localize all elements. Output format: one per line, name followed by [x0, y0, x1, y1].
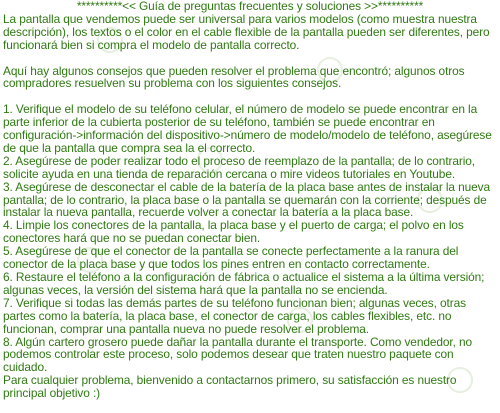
faq-title: **********<< Guía de preguntas frecuentes y soluciones >>********** [76, 0, 424, 13]
step-4: 4. Limpie los conectores de la pantalla, la placa base y el puerto de carga; el polvo en los conectores hará que no se puedan conectar bien. [3, 218, 464, 246]
step-5: 5. Asegúrese de que el conector de la pantalla se conecte perfectamente a la ranura del conector de la placa base y que todos los pines entren en contacto correctamente. [3, 244, 459, 272]
step-6: 6. Restaure el teléfono a la configuración de fábrica o actualice el sistema a la última versión; algunas veces, la versión del sistema hará que la pantalla no se encienda. [3, 270, 485, 297]
intro-paragraph: La pantalla que vendemos puede ser universal para varios modelos (como muestra nuestra descripción), los textos o el color en el cable flexible de la pantalla pueden ser diferentes, pero funcionará bien si compra el modelo de pantalla correcto. [3, 11, 490, 52]
advice-paragraph: Aquí hay algunos consejos que pueden resolver el problema que encontró; algunos otros compradores resuelven su problema con los siguientes consejos. [3, 63, 465, 91]
step-8: 8. Algún cartero grosero puede dañar la pantalla durante el transporte. Como vendedor, no podemos controlar este proceso, solo podemos desear que traten nuestro paquete con cuidado. [3, 334, 473, 375]
paragraph-gap [3, 52, 497, 65]
step-7: 7. Verifique si todas las demás partes de su teléfono funcionan bien; algunas veces, otras partes como la batería, la placa base, el conector de carga, los cables flexibles, etc. no funcionan, comprar una pantalla nueva no puede resolver el problema. [3, 295, 466, 336]
step-3: 3. Asegúrese de desconectar el cable de la batería de la placa base antes de instalar la nueva pantalla; de lo contrario, la placa base o la pantalla se quemarán con la corriente; después de instalar la nueva pantalla, recuerde volver a conectar la batería a la placa base. [3, 179, 491, 220]
closing-paragraph: Para cualquier problema, bienvenido a contactarnos primero, su satisfacción es nuestro principal objetivo :) [3, 373, 457, 401]
step-1: 1. Verifique el modelo de su teléfono celular, el número de modelo se puede encontrar en la parte inferior de la cubierta posterior de su teléfono, también se puede encontrar en configuración->información del dispositivo->número de modelo/modelo de teléfono, asegúrese de que la pantalla que compra sea la el correcto. [3, 102, 492, 155]
step-2: 2. Asegúrese de poder realizar todo el proceso de reemplazo de la pantalla; de lo contrario, solicite ayuda en una tienda de reparación cercana o mire videos tutoriales en Youtube. [3, 153, 476, 181]
faq-document [3, 0, 497, 400]
